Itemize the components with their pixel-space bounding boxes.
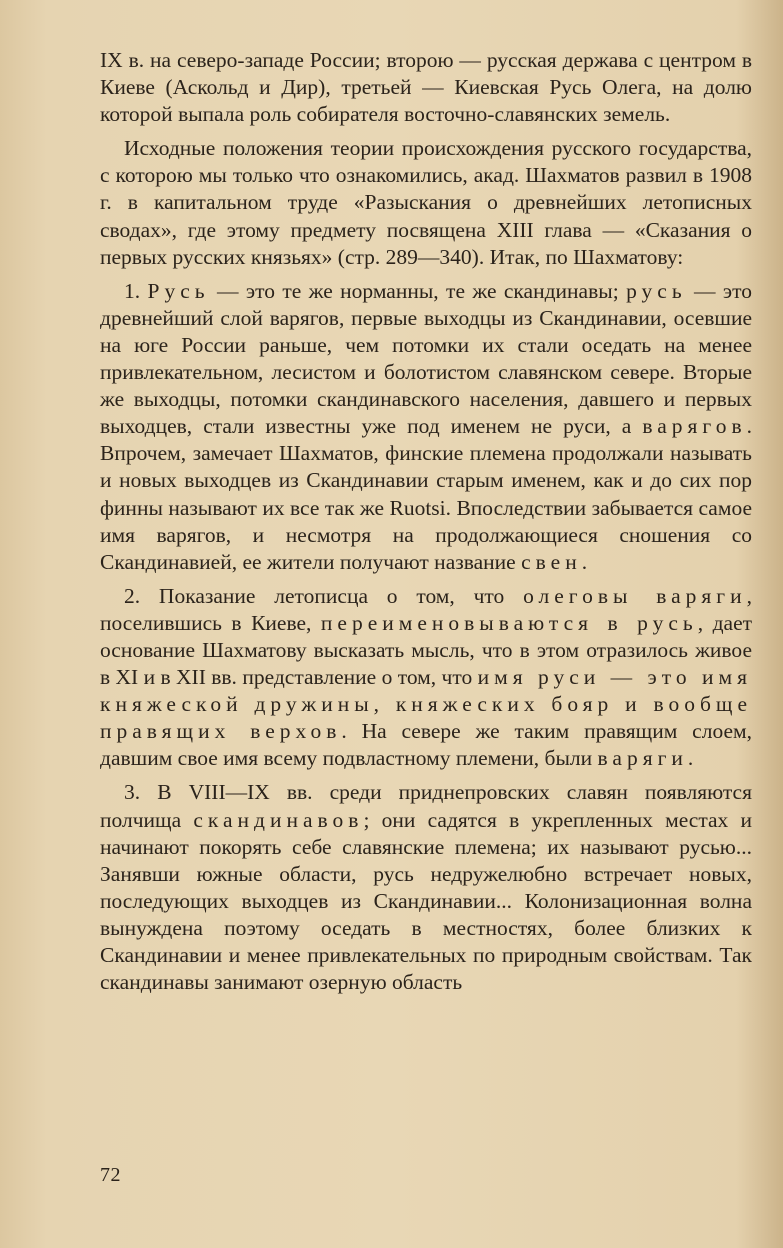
text-run: . На севере же таким правящим слоем, давшим свое имя всему подвластному племени, были [100, 719, 752, 771]
page-body-text [100, 47, 752, 996]
paragraph [100, 135, 752, 270]
spaced-emphasis: свен [521, 549, 582, 574]
paragraph [100, 779, 752, 996]
text-run: — это те же норманны, те же скандинавы; [209, 278, 627, 303]
text-run: , поселившись в Киеве, [100, 583, 752, 635]
spaced-emphasis: варягов [642, 414, 747, 439]
paragraph [100, 47, 752, 128]
text-run: . Впрочем, замечает Шахматов, финские племена продолжали называть и новых выходцев из Скандинавии старым именем, как и до сих пор финны называют их все так же Ruotsi. Впоследствии забывается самое имя варягов, и несмотря на продолжающиеся сношения со Скандинавией, ее жители получают название [100, 414, 752, 574]
text-run: 2. Показание летописца о том, что [124, 583, 524, 608]
spaced-emphasis: олеговы варяги [523, 583, 747, 608]
text-run: Исходные положения теории происхождения русского государства, с которою мы только что ознакомились, акад. Шахматов развил в 1908 г. в капитальном труде «Разыскания о древнейших летописных сводах», где этому предмету посвящена XIII глава — «Сказания о первых русских князьях» (стр. 289—340). Итак, по Шахматову: [100, 136, 752, 269]
text-run: 1. [124, 278, 148, 303]
spaced-emphasis: переименовываются в русь [320, 610, 698, 635]
text-run: . [581, 549, 588, 574]
paragraph [100, 278, 752, 576]
spaced-emphasis: Русь [147, 278, 210, 303]
spaced-emphasis: варяги [597, 746, 688, 771]
text-run: 3. В VIII—IX вв. среди приднепровских славян появляются полчища [100, 780, 752, 832]
spaced-emphasis: русь [626, 278, 687, 303]
text-run: — это древнейший слой варягов, первые выходцы из Скандинавии, осевшие на юге России раньше, чем потомки их стали оседать на менее привлекательном, лесистом и болотистом славянском севере. Вторые же выходцы, потомки скандинавского населения, давшего и первых выходцев, стали известны уже под именем не руси, а [100, 278, 753, 439]
text-run: , дает основание Шахматову высказать мысль, что в этом отразилось живое в XI и в XII вв. представление о том, что [100, 610, 753, 690]
text-run: ; они садятся в укрепленных местах и начинают покорять себе славянские племена; их называют русью... Занявши южные области, русь недружелюбно встречает новых, последующих выходцев из Скандинавии... Колонизационная волна вынуждена поэтому оседать в местностях, более близких к Скандинавии и менее привлекательных по природным свойствам. Так скандинавы занимают озерную область [100, 807, 752, 995]
page-number: 72 [100, 1164, 121, 1186]
text-run: . [687, 746, 694, 771]
spaced-emphasis: имя руси — это имя княжеской дружины, княжеских бояр и вообще правящих верхов [100, 665, 752, 744]
text-run: IX в. на северо-западе России; второю — русская держава с центром в Киеве (Аскольд и Дир), третьей — Киевская Русь Олега, на долю которой выпала роль собирателя восточно-славянских земель. [100, 48, 752, 127]
spaced-emphasis: скандинавов [193, 807, 364, 832]
paragraph [100, 583, 752, 773]
